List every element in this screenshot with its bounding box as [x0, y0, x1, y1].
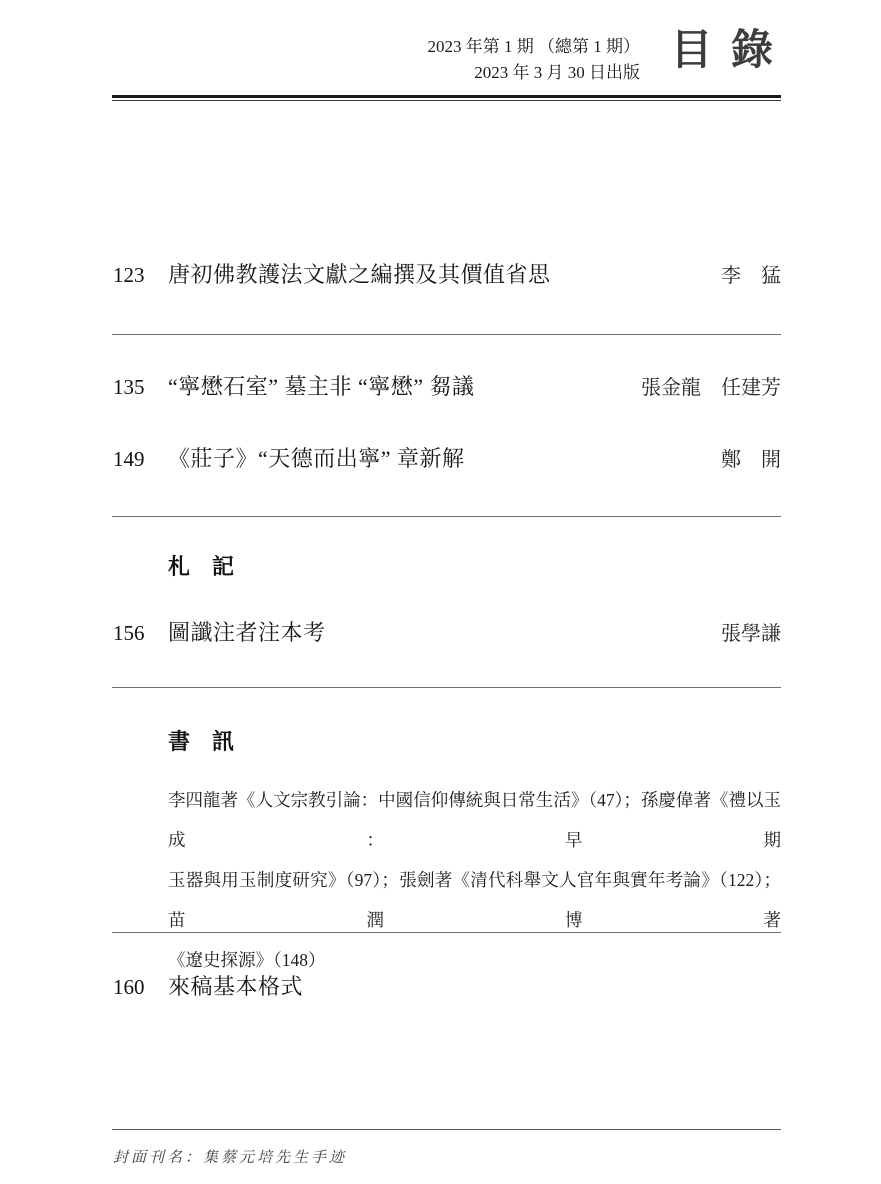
entry-title: 《莊子》“天德而出寧” 章新解 — [168, 446, 465, 471]
page-number: 135 — [113, 375, 145, 399]
book-news-line: 李四龍著《人文宗教引論：中國信仰傳統與日常生活》（47）；孫慶偉著《禮以玉成：早期 — [168, 790, 781, 850]
section-divider — [112, 334, 781, 335]
entry-title: “寧懋石室” 墓主非 “寧懋” 芻議 — [168, 374, 475, 399]
publish-date: 2023 年 3 月 30 日出版 — [474, 63, 640, 82]
section-divider — [112, 516, 781, 517]
entry-authors: 鄭 開 — [721, 449, 781, 471]
page-number: 160 — [113, 975, 145, 999]
book-news-line: 玉器與用玉制度研究》（97）；張劍著《清代科舉文人官年與實年考論》（122）；苗潤博著 — [168, 870, 781, 930]
entry-title: 來稿基本格式 — [168, 974, 304, 999]
section-heading-book-news: 書 訊 — [168, 729, 235, 754]
page-title: 目 錄 — [670, 28, 773, 74]
toc-entry — [113, 616, 781, 647]
entry-title: 唐初佛教護法文獻之編撰及其價值省思 — [168, 262, 551, 287]
cover-title-note: 封面刊名：集蔡元培先生手迹 — [113, 1150, 348, 1166]
toc-entry — [113, 970, 781, 1001]
page-number: 156 — [113, 621, 145, 645]
entry-authors: 張金龍 任建芳 — [641, 377, 781, 399]
header-rule — [112, 95, 781, 101]
issue-info — [428, 34, 641, 86]
section-divider — [112, 932, 781, 933]
toc-entry — [113, 442, 781, 473]
entry-authors: 李 猛 — [721, 265, 781, 287]
section-heading-notes: 札 記 — [168, 554, 235, 579]
book-news-line: 《遼史探源》（148） — [168, 950, 326, 970]
book-news-paragraph — [168, 780, 781, 980]
toc-entry — [113, 370, 781, 401]
issue-number: 2023 年第 1 期 （總第 1 期） — [427, 37, 640, 56]
entry-title: 圖讖注者注本考 — [168, 620, 326, 645]
page-number: 123 — [113, 263, 145, 287]
section-divider — [112, 687, 781, 688]
page-number: 149 — [113, 447, 145, 471]
toc-entry — [113, 258, 781, 289]
entry-authors: 張學謙 — [721, 623, 781, 645]
footer-rule — [112, 1129, 781, 1130]
